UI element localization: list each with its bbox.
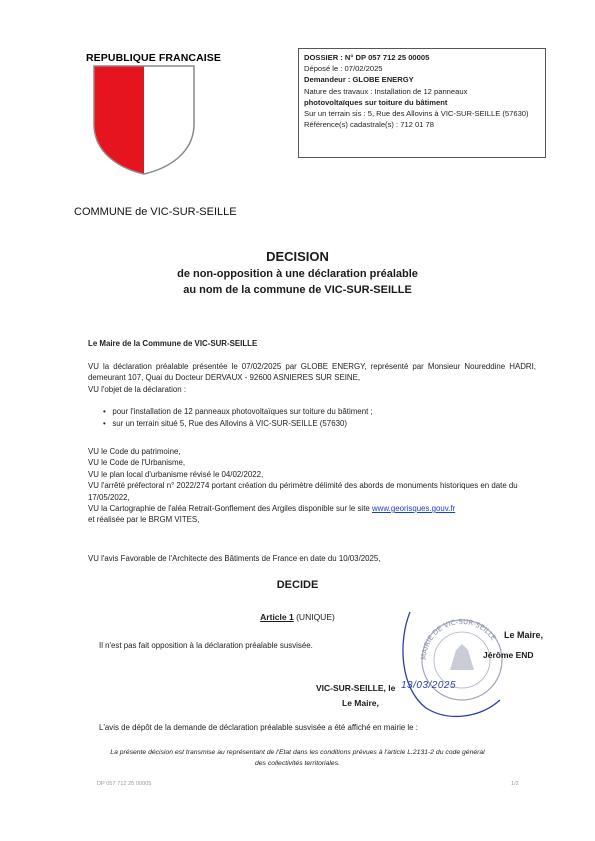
dossier-cadastre: Référence(s) cadastrale(s) : 712 01 78 <box>304 120 435 130</box>
stamp-text: MAIRIE DE VIC-SUR-SEILLE <box>419 617 498 661</box>
page-number: 1/2 <box>511 781 519 787</box>
decision-subtitle-commune: au nom de la commune de VIC-SUR-SEILLE <box>183 284 412 296</box>
handwritten-date: 13/03/2025 <box>401 680 457 691</box>
decide-heading: DECIDE <box>276 579 319 591</box>
dossier-box <box>298 48 546 158</box>
vu-patrimoine: VU le Code du patrimoine, <box>88 447 181 456</box>
commune-name: COMMUNE de VIC-SUR-SEILLE <box>74 206 237 218</box>
objet-bullet-2: • sur un terrain situé 5, Rue des Allovins à VIC-SUR-SEILLE (57630) <box>103 419 347 428</box>
le-maire-label: Le Maire, <box>342 698 379 708</box>
legal-line-2: des collectivités territoriales. <box>255 760 340 767</box>
coat-of-arms-shield <box>92 64 196 176</box>
maire-heading: Le Maire de la Commune de VIC-SUR-SEILLE <box>88 339 258 348</box>
vu-declaration-text: VU la déclaration préalable présentée le 07/02/2025 par GLOBE ENERGY, représenté par Monsieur Noureddine HADRI, demeurant 107, Quai du Docteur DERVAUX - 92600 ASNIERES SUR SEINE, <box>88 362 536 383</box>
objet-bullet-1: • pour l'installation de 12 panneaux photovoltaïques sur toiture du bâtiment ; <box>103 407 373 416</box>
vu-objet: VU l'objet de la déclaration : <box>88 384 187 394</box>
dossier-applicant: Demandeur : GLOBE ENERGY <box>304 75 414 85</box>
objet-bullet-1-text: pour l'installation de 12 panneaux photovoltaïques sur toiture du bâtiment ; <box>112 407 373 416</box>
article-label: Article 1 <box>260 612 294 622</box>
vu-cartographie <box>88 503 536 514</box>
vu-references <box>88 446 536 526</box>
legal-line-1: La présente décision est transmise au représentant de l'Etat dans les conditions prévues à l'article L.2131-2 du code général <box>110 749 485 756</box>
vu-avis-abf: VU l'avis Favorable de l'Architecte des Bâtiments de France en date du 10/03/2025, <box>88 554 381 563</box>
signature-maire-label: Le Maire, <box>504 630 544 640</box>
vu-carto-brgm: et réalisée par le BRGM VITES, <box>88 515 200 525</box>
legal-notice <box>60 747 535 769</box>
vu-urbanisme: VU le Code de l'Urbanisme, <box>88 458 186 468</box>
republic-label: REPUBLIQUE FRANCAISE <box>86 52 222 64</box>
georisques-link[interactable]: www.georisques.gouv.fr <box>371 504 456 514</box>
dossier-deposited: Déposé le : 07/02/2025 <box>304 64 383 74</box>
footer-reference: DP 057 712 25 00005 <box>97 781 152 787</box>
signature-name: Jérôme END <box>483 650 534 660</box>
vu-plu: VU le plan local d'urbanisme révisé le 04/02/2022, <box>88 469 264 479</box>
place-date-label: VIC-SUR-SEILLE, le <box>316 683 396 693</box>
objet-bullet-2-text: sur un terrain situé 5, Rue des Allovins à VIC-SUR-SEILLE (57630) <box>112 419 347 428</box>
decision-subtitle: de non-opposition à une déclaration préalable <box>177 268 418 280</box>
vu-carto-text: VU la Cartographie de l'aléa Retrait-Gonflement des Argiles disponible sur le site <box>88 504 370 514</box>
vu-declaration <box>88 361 536 395</box>
vu-arrete: VU l'arrêté préfectoral n° 2022/274 portant création du périmètre délimité des abords de monuments historiques en date du 17/05/2022, <box>88 481 518 502</box>
decision-title: DECISION <box>266 249 329 264</box>
dossier-nature-detail: photovoltaïques sur toiture du bâtiment <box>304 97 448 107</box>
opposition-text: Il n'est pas fait opposition à la déclaration préalable susvisée. <box>99 641 313 650</box>
affichage-notice: L'avis de dépôt de la demande de déclaration préalable susvisée a été affiché en mairie le : <box>99 723 418 732</box>
dossier-nature: Nature des travaux : Installation de 12 panneaux <box>304 86 468 96</box>
article-suffix: (UNIQUE) <box>296 612 335 622</box>
dossier-land: Sur un terrain sis : 5, Rue des Allovins à VIC-SUR-SEILLE (57630) <box>304 109 529 119</box>
dossier-number: DOSSIER : N° DP 057 712 25 00005 <box>304 53 430 62</box>
